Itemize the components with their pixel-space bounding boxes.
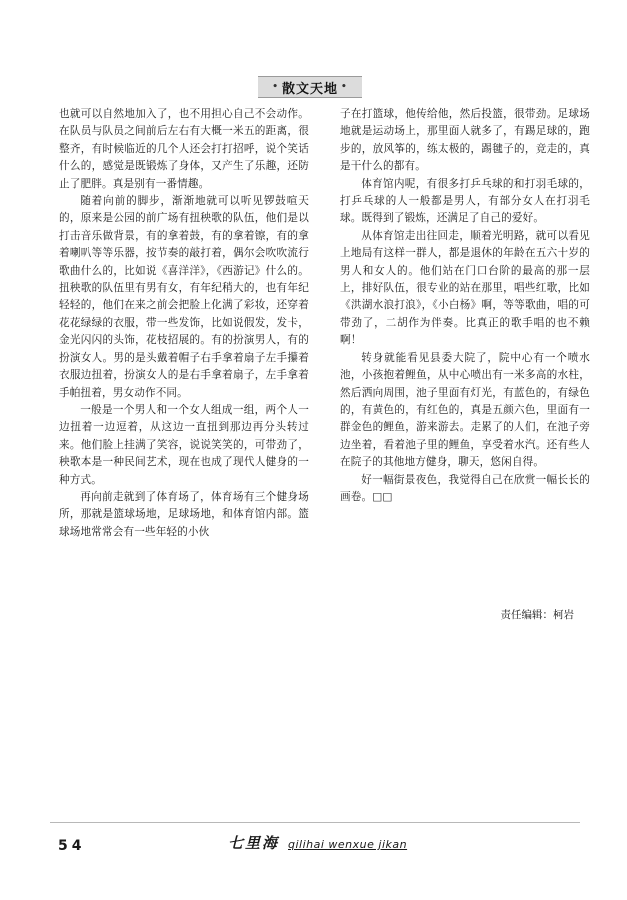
right-paragraph-5: 好一幅街景夜色，我觉得自己在欣赏一幅长长的画卷。□□ — [340, 473, 590, 503]
section-banner — [258, 76, 362, 98]
left-column — [59, 106, 309, 541]
ornament-dot-right: • — [341, 82, 348, 92]
left-paragraph-1: 也就可以自然地加入了，也不用担心自己不会动作。在队员与队员之间前后左右有大概一米五的距离，很整齐，有时候临近的几个人还会打打招呼，说个笑话什么的，感觉是既锻炼了身体，又产生了乐趣，还防止了肥胖。真是别有一番情趣。 — [59, 108, 309, 190]
right-column — [340, 106, 590, 506]
editor-credit: 责任编辑：柯岩 — [500, 609, 574, 621]
magazine-logo: 七里海 — [228, 834, 280, 852]
left-paragraph-4: 再向前走就到了体育场了，体育场有三个健身场所，那就是篮球场地，足球场地，和体育馆内部。篮球场地常常会有一些年轻的小伙 — [59, 490, 309, 538]
footer-divider — [50, 822, 580, 823]
right-paragraph-3: 从体育馆走出往回走，顺着光明路，就可以看见上地局有这样一群人，都是退休的年龄在五六十岁的男人和女人的。他们站在门口台阶的最高的那一层上，排好队伍，很专业的站在那里，唱些红歌，比如《洪湖水浪打浪》，《小白杨》啊，等等歌曲，唱的可带劲了，二胡作为伴奏。比真正的歌手唱的也不赖啊！ — [340, 229, 590, 347]
magazine-pinyin: qilihai wenxue jikan — [288, 838, 408, 851]
ornament-dot-left: • — [272, 82, 279, 92]
left-paragraph-3: 一般是一个男人和一个女人组成一组，两个人一边扭着一边逗着，从这边一直扭到那边再分头转过来。他们脸上挂满了笑容，说说笑笑的，可带劲了，秧歌本是一种民间艺术，现在也成了现代人健身的一种方式。 — [59, 403, 309, 486]
right-paragraph-4: 转身就能看见县委大院了，院中心有一个喷水池，小孩抱着鲤鱼，从中心喷出有一米多高的水柱，然后洒向周围，池子里面有灯光，有蓝色的，有绿色的，有黄色的，有红色的，真是五颜六色，里面有一群金色的鲤鱼，游来游去。走累了的人们，在池子旁边坐着，看着池子里的鲤鱼，享受着水汽。还有些人在院子的其他地方健身，聊天，悠闲自得。 — [340, 351, 590, 469]
right-paragraph-1: 子在打篮球，他传给他，然后投篮，很带劲。足球场地就是运动场上，那里面人就多了，有踢足球的，跑步的，放风筝的，练太极的，踢毽子的，竞走的，真是干什么的都有。 — [340, 108, 590, 173]
section-title: 散文天地 — [281, 81, 338, 97]
left-paragraph-2: 随着向前的脚步，渐渐地就可以听见锣鼓喧天的，原来是公园的前广场有扭秧歌的队伍，他们是以打击音乐做背景，有的拿着鼓，有的拿着镲，有的拿着喇叭等等乐器，按节奏的敲打着，偶尔会吹吹流行歌曲什么的，比如说《喜洋洋》，《西游记》什么的。扭秧歌的队伍里有男有女，有年纪稍大的，也有年纪轻轻的，他们在来之前会把脸上化满了彩妆，还穿着花花绿绿的衣服，带一些发饰，比如说假发，发卡，金光闪闪的头饰，花枝招展的。有的扮演男人，有的扮演女人。男的是头戴着帽子右手拿着扇子左手攥着衣服边扭着，扮演女人的是右手拿着扇子，左手拿着手帕扭着，男女动作不同。 — [59, 195, 309, 399]
right-paragraph-2: 体育馆内呢，有很多打乒乓球的和打羽毛球的，打乒乓球的人一般都是男人，有部分女人在打羽毛球。既得到了锻炼，还满足了自己的爱好。 — [340, 177, 590, 225]
page-number: 54 — [58, 838, 86, 854]
